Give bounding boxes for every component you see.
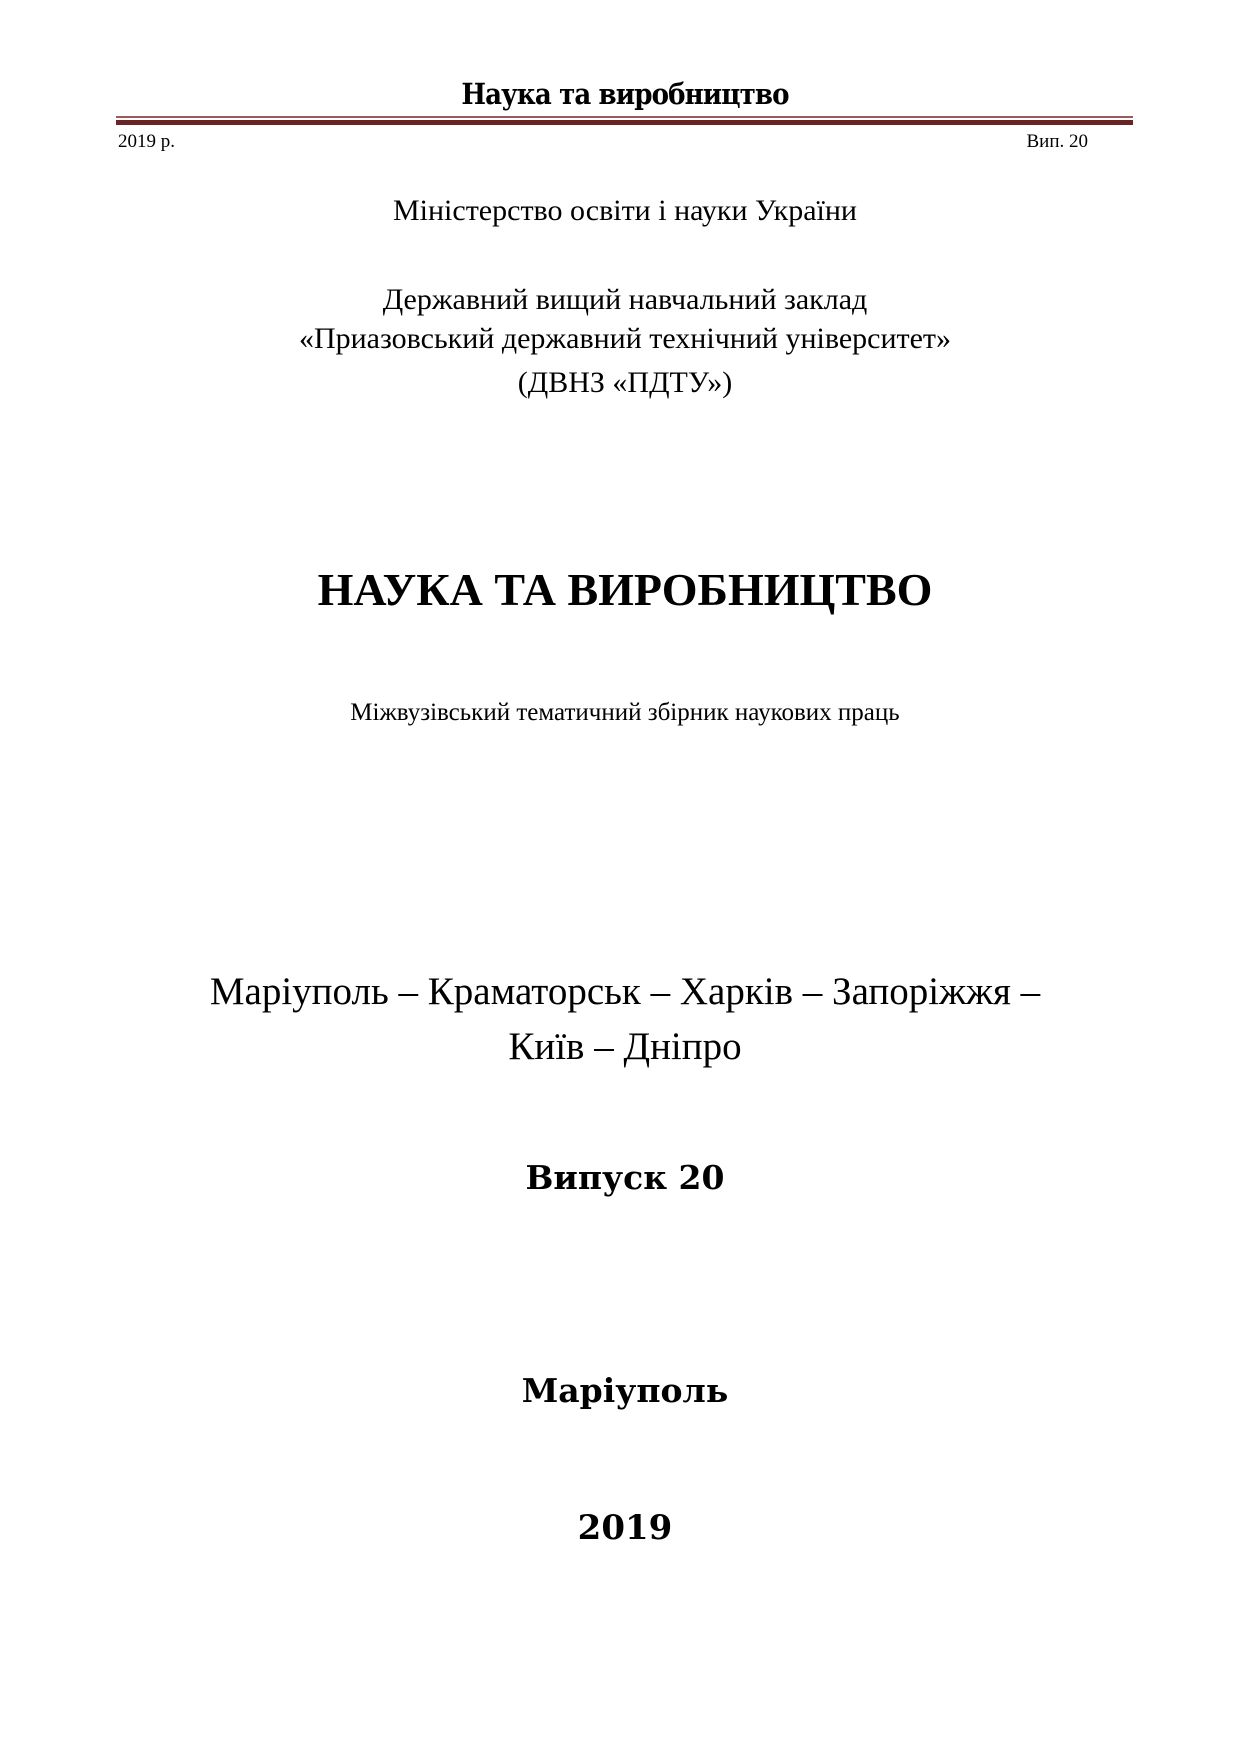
subtitle: Міжвузівський тематичний збірник наукових праць — [350, 699, 900, 726]
running-header-title: Наука та виробництво — [461, 77, 789, 111]
institution-line-1: Державний вищий навчальний заклад — [382, 283, 868, 316]
institution-line-2: «Приазовський державний технічний університет» — [298, 322, 952, 355]
cities-line-2: Київ – Дніпро — [508, 1025, 742, 1068]
page-title: НАУКА ТА ВИРОБНИЦТВО — [317, 564, 933, 615]
issue-label: Випуск 20 — [525, 1158, 725, 1197]
header-year: 2019 р. — [118, 131, 175, 152]
city: Маріуполь — [521, 1371, 729, 1410]
year: 2019 — [577, 1508, 673, 1548]
ministry: Міністерство освіти і науки України — [392, 194, 857, 227]
cities-line-1: Маріуполь – Краматорськ – Харків – Запоріжжя – — [209, 970, 1041, 1013]
header-rule-thin — [116, 116, 1133, 118]
header-issue: Вип. 20 — [1026, 131, 1088, 152]
header-rule-thick — [116, 120, 1133, 125]
institution-line-3: (ДВНЗ «ПДТУ») — [517, 366, 733, 399]
